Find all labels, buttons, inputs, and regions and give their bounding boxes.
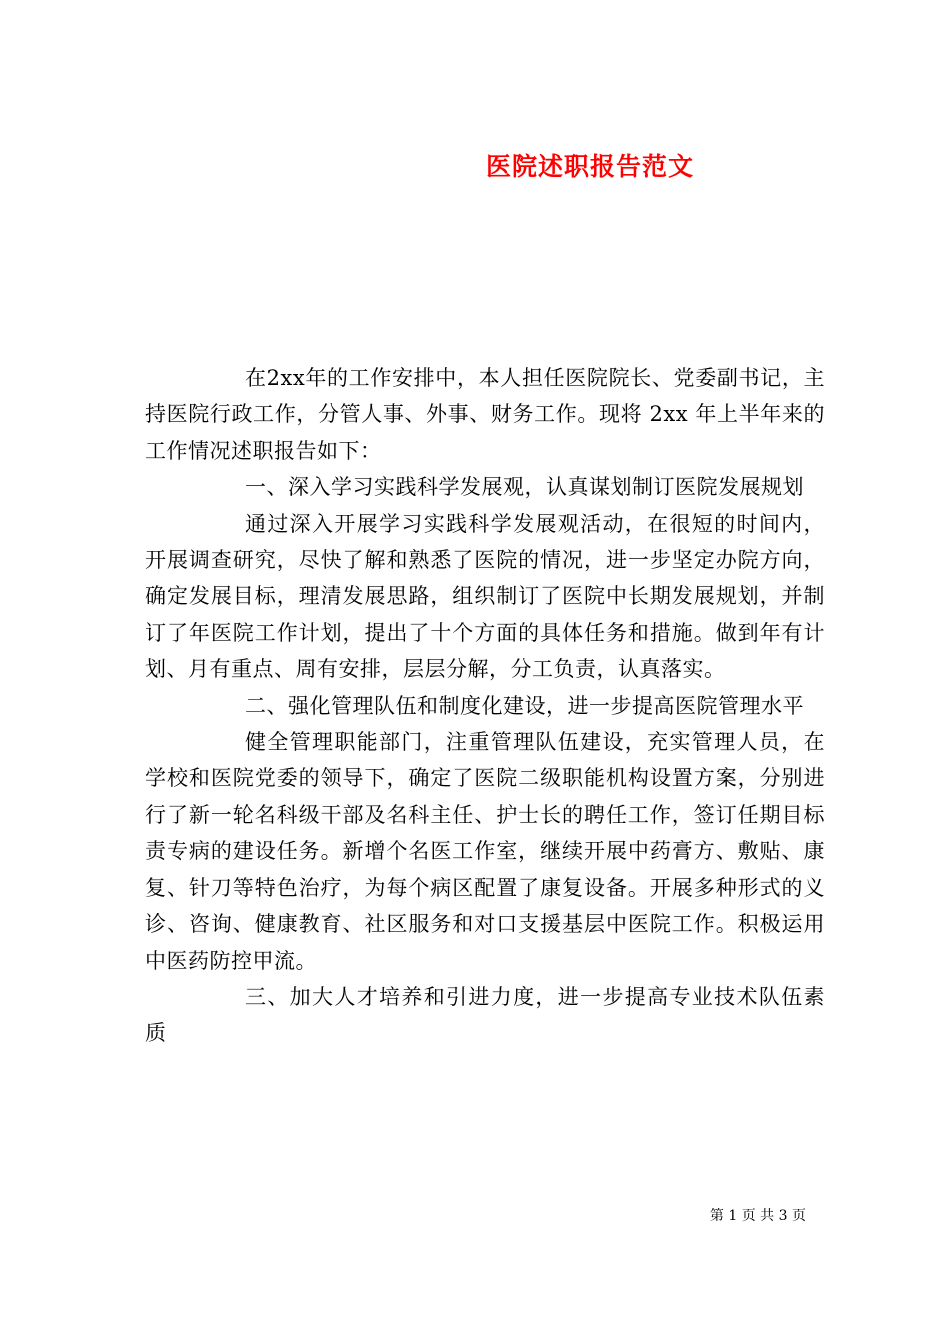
document-title: 医院述职报告范文 bbox=[485, 151, 694, 181]
section-heading-3: 三、加大人才培养和引进力度，进一步提高专业技术队伍素质 bbox=[145, 984, 825, 1046]
paragraph-section-1: 通过深入开展学习实践科学发展观活动，在很短的时间内，开展调查研究，尽快了解和熟悉了医院的情况，进一步坚定办院方向，确定发展目标，理清发展思路，组织制订了医院中长期发展规划，并制订了年医院工作计划，提出了十个方面的具体任务和措施。做到年有计划、月有重点、周有安排，层层分解，分工负责，认真落实。 bbox=[145, 511, 825, 682]
paragraph-section-2: 健全管理职能部门，注重管理队伍建设，充实管理人员，在学校和医院党委的领导下，确定了医院二级职能机构设置方案，分别进行了新一轮名科级干部及名科主任、护士长的聘任工作，签订任期目标责专病的建设任务。新增个名医工作室，继续开展中药膏方、敷贴、康复、针刀等特色治疗，为每个病区配置了康复设备。开展多种形式的义诊、咨询、健康教育、社区服务和对口支援基层中医院工作。积极运用中医药防控甲流。 bbox=[145, 730, 825, 973]
section-heading-1: 一、深入学习实践科学发展观，认真谋划制订医院发展规划 bbox=[245, 475, 804, 500]
page-number-footer: 第 1 页 共 3 页 bbox=[709, 1208, 806, 1224]
section-heading-2: 二、强化管理队伍和制度化建设，进一步提高医院管理水平 bbox=[245, 693, 804, 718]
document-body bbox=[145, 360, 825, 1052]
paragraph-intro: 在2xx年的工作安排中，本人担任医院院长、党委副书记，主持医院行政工作，分管人事、外事、财务工作。现将 2xx 年上半年来的工作情况述职报告如下： bbox=[145, 366, 825, 463]
